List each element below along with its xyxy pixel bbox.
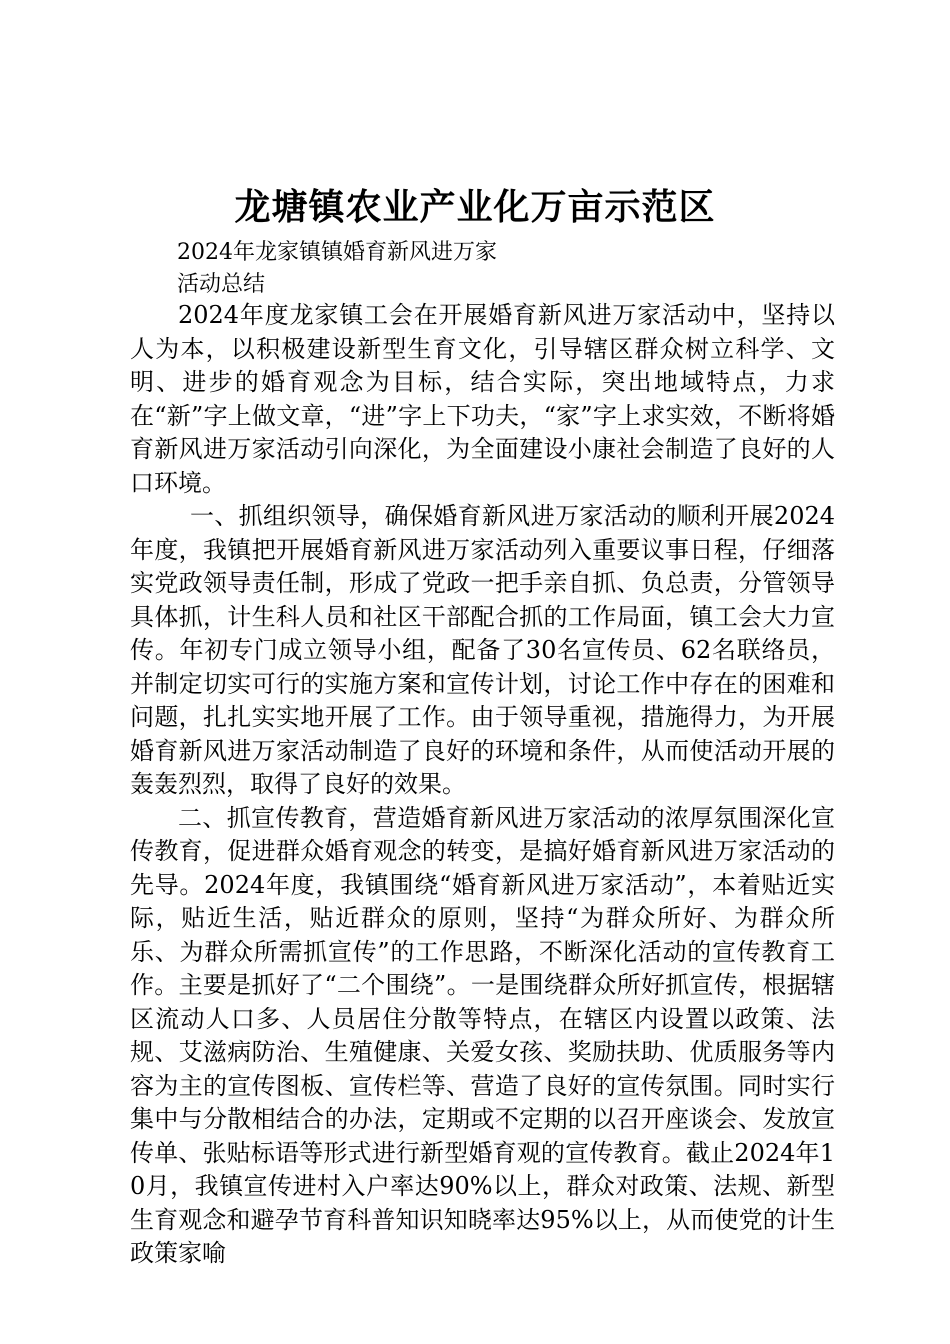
document-title: 龙塘镇农业产业化万亩示范区 [234, 186, 716, 228]
paragraph-intro: 2024年度龙家镇工会在开展婚育新风进万家活动中，坚持以人为本，以积极建设新型生育文化，引导辖区群众树立科学、文明、进步的婚育观念为目标，结合实际，突出地域特点，力求在“新”字上做文章，“进”字上下功夫，“家”字上求实效，不断将婚育新风进万家活动引向深化，为全面建设小康社会制造了良好的人口环境。 [130, 301, 835, 497]
paragraph-section-1: 一、抓组织领导，确保婚育新风进万家活动的顺利开展2024年度，我镇把开展婚育新风进万家活动列入重要议事日程，仔细落实党政领导责任制，形成了党政一把手亲自抓、负总责，分管领导具体抓，计生科人员和社区干部配合抓的工作局面，镇工会大力宣传。年初专门成立领导小组，配备了30名宣传员、62名联络员，并制定切实可行的实施方案和宣传计划，讨论工作中存在的困难和问题，扎扎实实地开展了工作。由于领导重视，措施得力，为开展婚育新风进万家活动制造了良好的环境和条件，从而使活动开展的轰轰烈烈，取得了良好的效果。 [130, 502, 835, 798]
document-body [130, 299, 835, 1271]
subtitle-line-2: 活动总结 [177, 272, 266, 297]
subtitle-line-1: 2024年龙家镇镇婚育新风进万家 [177, 240, 497, 265]
paragraph-section-2: 二、抓宣传教育，营造婚育新风进万家活动的浓厚氛围深化宣传教育，促进群众婚育观念的转变，是搞好婚育新风进万家活动的先导。2024年度，我镇围绕“婚育新风进万家活动”，本着贴近实际，贴近生活，贴近群众的原则，坚持“为群众所好、为群众所乐、为群众所需抓宣传”的工作思路，不断深化活动的宣传教育工作。主要是抓好了“二个围绕”。一是围绕群众所好抓宣传，根据辖区流动人口多、人员居住分散等特点，在辖区内设置以政策、法规、艾滋病防治、生殖健康、关爱女孩、奖励扶助、优质服务等内容为主的宣传图板、宣传栏等、营造了良好的宣传氛围。同时实行集中与分散相结合的办法，定期或不定期的以召开座谈会、发放宣传单、张贴标语等形式进行新型婚育观的宣传教育。截止2024年10月，我镇宣传进村入户率达90%以上，群众对政策、法规、新型生育观念和避孕节育科普知识知晓率达95%以上，从而使党的计生政策家喻 [130, 803, 835, 1267]
